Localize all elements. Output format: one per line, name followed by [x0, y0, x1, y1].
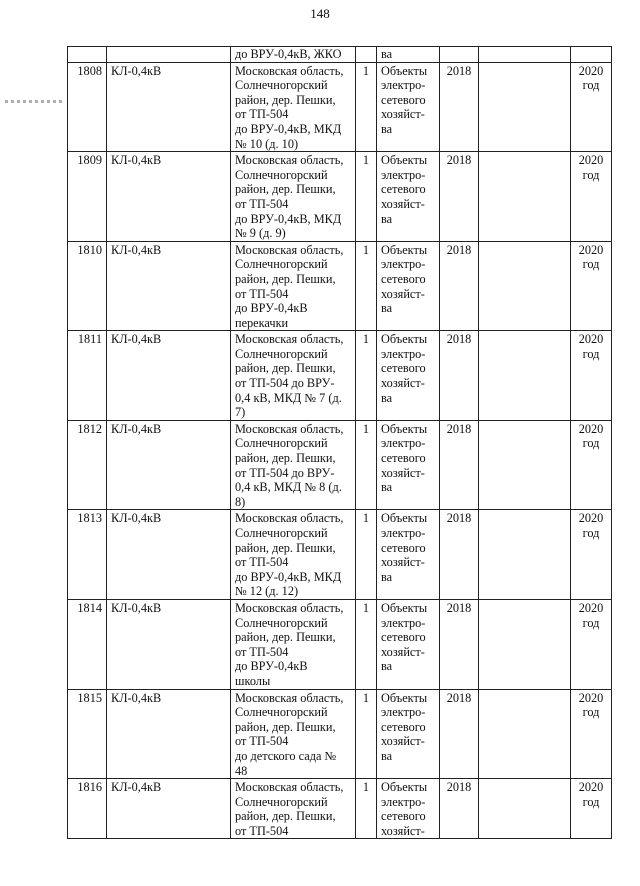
cell-quantity: 1 [356, 241, 377, 331]
cell-year: 2018 [440, 689, 479, 779]
cell-category: Объекты электро- сетевого хозяйст- ва [377, 420, 440, 510]
cell-blank [479, 152, 571, 242]
cell-year: 2018 [440, 331, 479, 421]
cell-planned-year: 2020 год [571, 779, 612, 839]
cell-year: 2018 [440, 62, 479, 152]
cell-blank [479, 510, 571, 600]
cell-category: Объекты электро- сетевого хозяйст- ва [377, 510, 440, 600]
cell-year: 2018 [440, 420, 479, 510]
cell-category: ва [377, 47, 440, 63]
cell-planned-year: 2020 год [571, 241, 612, 331]
cell-planned-year: 2020 год [571, 420, 612, 510]
cell-number: 1809 [68, 152, 107, 242]
cell-address: Московская область, Солнечногорский район, дер. Пешки, от ТП-504 до ВРУ-0,4кВ, МКД № 10 (д. 10) [231, 62, 356, 152]
table-row [68, 510, 612, 600]
cell-quantity: 1 [356, 510, 377, 600]
cell-number [68, 47, 107, 63]
cell-number: 1815 [68, 689, 107, 779]
cell-blank [479, 420, 571, 510]
cell-blank [479, 62, 571, 152]
cell-number: 1813 [68, 510, 107, 600]
cell-number: 1812 [68, 420, 107, 510]
scan-artifact [5, 100, 63, 103]
cell-object-type: КЛ-0,4кВ [107, 689, 231, 779]
cell-year: 2018 [440, 599, 479, 689]
cell-blank [479, 331, 571, 421]
registry-table [67, 46, 612, 839]
cell-category: Объекты электро- сетевого хозяйст- ва [377, 152, 440, 242]
cell-number: 1811 [68, 331, 107, 421]
cell-category: Объекты электро- сетевого хозяйст- ва [377, 599, 440, 689]
page-number: 148 [310, 6, 330, 21]
cell-blank [479, 47, 571, 63]
cell-object-type: КЛ-0,4кВ [107, 510, 231, 600]
cell-blank [479, 689, 571, 779]
cell-object-type: КЛ-0,4кВ [107, 241, 231, 331]
cell-planned-year: 2020 год [571, 510, 612, 600]
cell-object-type: КЛ-0,4кВ [107, 62, 231, 152]
cell-planned-year: 2020 год [571, 331, 612, 421]
cell-address: Московская область, Солнечногорский район, дер. Пешки, от ТП-504 до ВРУ-0,4кВ, МКД № 9 (д. 9) [231, 152, 356, 242]
cell-quantity: 1 [356, 599, 377, 689]
table-row [68, 599, 612, 689]
cell-quantity: 1 [356, 152, 377, 242]
cell-address: Московская область, Солнечногорский район, дер. Пешки, от ТП-504 до ВРУ-0,4кВ перекачки [231, 241, 356, 331]
cell-blank [479, 599, 571, 689]
cell-year: 2018 [440, 779, 479, 839]
cell-address: Московская область, Солнечногорский район, дер. Пешки, от ТП-504 до ВРУ-0,4кВ, МКД № 12 (д. 12) [231, 510, 356, 600]
table-row [68, 420, 612, 510]
cell-quantity: 1 [356, 331, 377, 421]
cell-address: до ВРУ-0,4кВ, ЖКО [231, 47, 356, 63]
cell-year: 2018 [440, 241, 479, 331]
table-row [68, 62, 612, 152]
cell-quantity: 1 [356, 779, 377, 839]
cell-year [440, 47, 479, 63]
cell-address: Московская область, Солнечногорский район, дер. Пешки, от ТП-504 до ВРУ- 0,4 кВ, МКД № 8 (д. 8) [231, 420, 356, 510]
cell-number: 1814 [68, 599, 107, 689]
cell-number: 1810 [68, 241, 107, 331]
cell-object-type [107, 47, 231, 63]
cell-number: 1808 [68, 62, 107, 152]
cell-category: Объекты электро- сетевого хозяйст- ва [377, 241, 440, 331]
cell-category: Объекты электро- сетевого хозяйст- [377, 779, 440, 839]
cell-quantity: 1 [356, 62, 377, 152]
cell-number: 1816 [68, 779, 107, 839]
cell-planned-year: 2020 год [571, 599, 612, 689]
cell-address: Московская область, Солнечногорский район, дер. Пешки, от ТП-504 до детского сада № 48 [231, 689, 356, 779]
table-row [68, 331, 612, 421]
table-row [68, 241, 612, 331]
cell-planned-year: 2020 год [571, 62, 612, 152]
cell-category: Объекты электро- сетевого хозяйст- ва [377, 62, 440, 152]
continuation-row [68, 47, 612, 63]
cell-object-type: КЛ-0,4кВ [107, 152, 231, 242]
cell-quantity: 1 [356, 420, 377, 510]
table-row [68, 152, 612, 242]
cell-address: Московская область, Солнечногорский район, дер. Пешки, от ТП-504 до ВРУ- 0,4 кВ, МКД № 7 (д. 7) [231, 331, 356, 421]
cell-year: 2018 [440, 510, 479, 600]
cell-category: Объекты электро- сетевого хозяйст- ва [377, 689, 440, 779]
cell-blank [479, 779, 571, 839]
cell-object-type: КЛ-0,4кВ [107, 599, 231, 689]
cell-address: Московская область, Солнечногорский район, дер. Пешки, от ТП-504 [231, 779, 356, 839]
cell-planned-year: 2020 год [571, 689, 612, 779]
cell-quantity [356, 47, 377, 63]
cell-object-type: КЛ-0,4кВ [107, 331, 231, 421]
cell-address: Московская область, Солнечногорский район, дер. Пешки, от ТП-504 до ВРУ-0,4кВ школы [231, 599, 356, 689]
cell-object-type: КЛ-0,4кВ [107, 779, 231, 839]
cell-category: Объекты электро- сетевого хозяйст- ва [377, 331, 440, 421]
table-row [68, 689, 612, 779]
cell-planned-year: 2020 год [571, 152, 612, 242]
cell-planned-year [571, 47, 612, 63]
cell-year: 2018 [440, 152, 479, 242]
cell-blank [479, 241, 571, 331]
cell-object-type: КЛ-0,4кВ [107, 420, 231, 510]
table-body [68, 47, 612, 839]
cell-quantity: 1 [356, 689, 377, 779]
table-row [68, 779, 612, 839]
